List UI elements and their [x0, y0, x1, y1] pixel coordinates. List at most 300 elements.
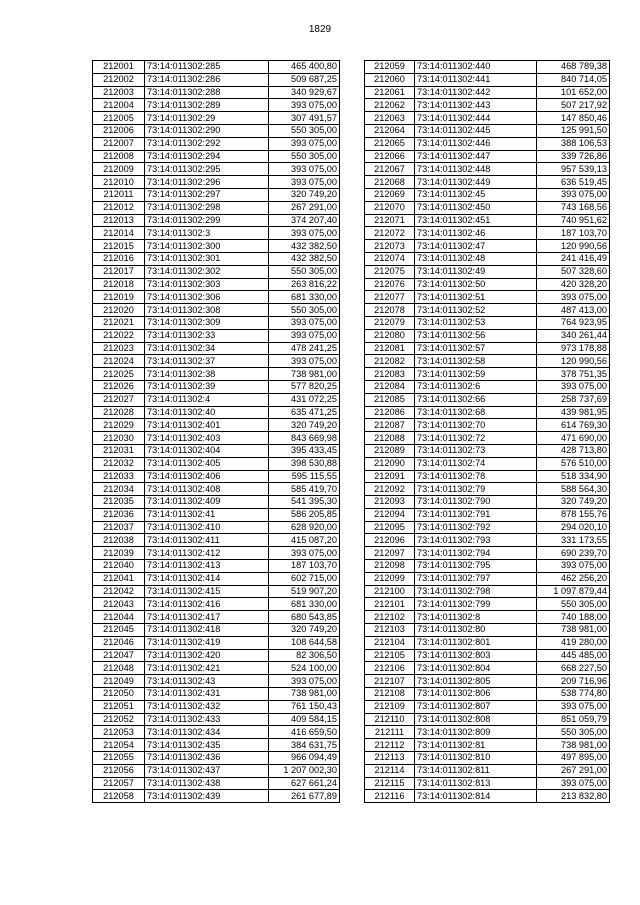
cadastral-value-cell: 320 749,20	[269, 624, 340, 637]
cadastral-number-cell: 73:14:011302:306	[145, 291, 269, 304]
cadastral-value-cell: 478 241,25	[269, 342, 340, 355]
cadastral-number-cell: 73:14:011302:434	[145, 726, 269, 739]
table-row	[93, 112, 340, 125]
table-row	[365, 636, 610, 649]
table-row	[93, 752, 340, 765]
left-register-table	[92, 60, 340, 803]
record-number-cell: 212111	[365, 726, 415, 739]
record-number-cell: 212055	[93, 752, 145, 765]
cadastral-number-cell: 73:14:011302:436	[145, 752, 269, 765]
cadastral-number-cell: 73:14:011302:300	[145, 240, 269, 253]
record-number-cell: 212014	[93, 227, 145, 240]
cadastral-number-cell: 73:14:011302:792	[415, 521, 537, 534]
cadastral-value-cell: 614 769,30	[537, 419, 610, 432]
cadastral-value-cell: 393 075,00	[269, 176, 340, 189]
table-row	[93, 163, 340, 176]
cadastral-number-cell: 73:14:011302:435	[145, 739, 269, 752]
cadastral-number-cell: 73:14:011302:406	[145, 470, 269, 483]
record-number-cell: 212019	[93, 291, 145, 304]
table-row	[365, 444, 610, 457]
table-row	[93, 598, 340, 611]
record-number-cell: 212098	[365, 560, 415, 573]
cadastral-value-cell: 445 485,00	[537, 649, 610, 662]
cadastral-number-cell: 73:14:011302:810	[415, 752, 537, 765]
cadastral-number-cell: 73:14:011302:303	[145, 278, 269, 291]
record-number-cell: 212086	[365, 406, 415, 419]
table-row	[93, 636, 340, 649]
table-row	[365, 201, 610, 214]
table-row	[93, 316, 340, 329]
table-row	[365, 726, 610, 739]
cadastral-value-cell: 420 328,20	[537, 278, 610, 291]
record-number-cell: 212016	[93, 252, 145, 265]
cadastral-value-cell: 586 205,85	[269, 508, 340, 521]
table-row	[93, 444, 340, 457]
record-number-cell: 212078	[365, 304, 415, 317]
record-number-cell: 212028	[93, 406, 145, 419]
table-row	[365, 214, 610, 227]
cadastral-value-cell: 120 990,56	[537, 240, 610, 253]
cadastral-number-cell: 73:14:011302:39	[145, 380, 269, 393]
cadastral-number-cell: 73:14:011302:410	[145, 521, 269, 534]
table-row	[365, 483, 610, 496]
record-number-cell: 212037	[93, 521, 145, 534]
record-number-cell: 212112	[365, 739, 415, 752]
cadastral-number-cell: 73:14:011302:290	[145, 124, 269, 137]
cadastral-value-cell: 595 115,55	[269, 470, 340, 483]
cadastral-number-cell: 73:14:011302:299	[145, 214, 269, 227]
cadastral-number-cell: 73:14:011302:73	[415, 444, 537, 457]
table-row	[365, 329, 610, 342]
cadastral-value-cell: 393 075,00	[269, 227, 340, 240]
cadastral-value-cell: 393 075,00	[269, 675, 340, 688]
record-number-cell: 212069	[365, 188, 415, 201]
table-row	[93, 521, 340, 534]
table-row	[93, 176, 340, 189]
table-row	[93, 508, 340, 521]
table-row	[365, 764, 610, 777]
record-number-cell: 212062	[365, 99, 415, 112]
record-number-cell: 212091	[365, 470, 415, 483]
cadastral-number-cell: 73:14:011302:78	[415, 470, 537, 483]
cadastral-number-cell: 73:14:011302:793	[415, 534, 537, 547]
cadastral-number-cell: 73:14:011302:418	[145, 624, 269, 637]
table-row	[365, 188, 610, 201]
cadastral-number-cell: 73:14:011302:798	[415, 585, 537, 598]
cadastral-number-cell: 73:14:011302:57	[415, 342, 537, 355]
cadastral-number-cell: 73:14:011302:797	[415, 572, 537, 585]
record-number-cell: 212036	[93, 508, 145, 521]
cadastral-value-cell: 602 715,00	[269, 572, 340, 585]
record-number-cell: 212095	[365, 521, 415, 534]
table-row	[365, 176, 610, 189]
cadastral-value-cell: 628 920,00	[269, 521, 340, 534]
table-row	[93, 572, 340, 585]
cadastral-number-cell: 73:14:011302:47	[415, 240, 537, 253]
cadastral-value-cell: 740 951,62	[537, 214, 610, 227]
cadastral-number-cell: 73:14:011302:413	[145, 560, 269, 573]
cadastral-number-cell: 73:14:011302:446	[415, 137, 537, 150]
record-number-cell: 212092	[365, 483, 415, 496]
cadastral-number-cell: 73:14:011302:401	[145, 419, 269, 432]
cadastral-number-cell: 73:14:011302:301	[145, 252, 269, 265]
record-number-cell: 212015	[93, 240, 145, 253]
cadastral-value-cell: 668 227,50	[537, 662, 610, 675]
cadastral-number-cell: 73:14:011302:440	[415, 61, 537, 74]
cadastral-value-cell: 524 100,00	[269, 662, 340, 675]
record-number-cell: 212029	[93, 419, 145, 432]
record-number-cell: 212024	[93, 355, 145, 368]
record-number-cell: 212025	[93, 368, 145, 381]
cadastral-number-cell: 73:14:011302:432	[145, 700, 269, 713]
table-row	[93, 624, 340, 637]
record-number-cell: 212067	[365, 163, 415, 176]
table-row	[365, 611, 610, 624]
table-row	[365, 163, 610, 176]
table-row	[365, 393, 610, 406]
left-register-body	[93, 61, 340, 803]
cadastral-value-cell: 471 690,00	[537, 432, 610, 445]
record-number-cell: 212099	[365, 572, 415, 585]
table-row	[365, 713, 610, 726]
record-number-cell: 212116	[365, 790, 415, 803]
cadastral-value-cell: 636 519,45	[537, 176, 610, 189]
cadastral-value-cell: 320 749,20	[269, 419, 340, 432]
record-number-cell: 212034	[93, 483, 145, 496]
record-number-cell: 212060	[365, 73, 415, 86]
record-number-cell: 212077	[365, 291, 415, 304]
record-number-cell: 212054	[93, 739, 145, 752]
cadastral-value-cell: 1 097 879,44	[537, 585, 610, 598]
table-row	[93, 124, 340, 137]
table-row	[93, 688, 340, 701]
cadastral-value-cell: 588 564,30	[537, 483, 610, 496]
cadastral-value-cell: 743 168,56	[537, 201, 610, 214]
cadastral-number-cell: 73:14:011302:804	[415, 662, 537, 675]
cadastral-number-cell: 73:14:011302:808	[415, 713, 537, 726]
cadastral-value-cell: 393 075,00	[269, 355, 340, 368]
table-row	[93, 790, 340, 803]
table-row	[365, 304, 610, 317]
table-row	[365, 419, 610, 432]
cadastral-value-cell: 416 659,50	[269, 726, 340, 739]
record-number-cell: 212063	[365, 112, 415, 125]
cadastral-number-cell: 73:14:011302:814	[415, 790, 537, 803]
cadastral-value-cell: 415 087,20	[269, 534, 340, 547]
table-row	[365, 534, 610, 547]
cadastral-number-cell: 73:14:011302:309	[145, 316, 269, 329]
cadastral-value-cell: 393 075,00	[537, 560, 610, 573]
cadastral-value-cell: 393 075,00	[537, 380, 610, 393]
record-number-cell: 212031	[93, 444, 145, 457]
record-number-cell: 212083	[365, 368, 415, 381]
record-number-cell: 212106	[365, 662, 415, 675]
table-row	[365, 252, 610, 265]
record-number-cell: 212101	[365, 598, 415, 611]
record-number-cell: 212057	[93, 777, 145, 790]
cadastral-value-cell: 261 677,89	[269, 790, 340, 803]
record-number-cell: 212046	[93, 636, 145, 649]
cadastral-value-cell: 307 491,57	[269, 112, 340, 125]
cadastral-number-cell: 73:14:011302:38	[145, 368, 269, 381]
cadastral-number-cell: 73:14:011302:412	[145, 547, 269, 560]
cadastral-number-cell: 73:14:011302:809	[415, 726, 537, 739]
cadastral-value-cell: 393 075,00	[269, 316, 340, 329]
table-row	[365, 560, 610, 573]
cadastral-value-cell: 294 020,10	[537, 521, 610, 534]
cadastral-number-cell: 73:14:011302:807	[415, 700, 537, 713]
table-row	[93, 432, 340, 445]
table-row	[93, 560, 340, 573]
cadastral-number-cell: 73:14:011302:80	[415, 624, 537, 637]
table-row	[365, 124, 610, 137]
cadastral-value-cell: 419 280,00	[537, 636, 610, 649]
cadastral-number-cell: 73:14:011302:51	[415, 291, 537, 304]
record-number-cell: 212114	[365, 764, 415, 777]
cadastral-number-cell: 73:14:011302:405	[145, 457, 269, 470]
cadastral-value-cell: 398 530,88	[269, 457, 340, 470]
table-row	[93, 86, 340, 99]
cadastral-value-cell: 519 907,20	[269, 585, 340, 598]
table-row	[365, 598, 610, 611]
record-number-cell: 212002	[93, 73, 145, 86]
cadastral-number-cell: 73:14:011302:415	[145, 585, 269, 598]
record-number-cell: 212073	[365, 240, 415, 253]
cadastral-value-cell: 393 075,00	[537, 777, 610, 790]
record-number-cell: 212048	[93, 662, 145, 675]
cadastral-value-cell: 108 644,58	[269, 636, 340, 649]
cadastral-value-cell: 320 749,20	[537, 496, 610, 509]
table-row	[365, 380, 610, 393]
cadastral-number-cell: 73:14:011302:439	[145, 790, 269, 803]
cadastral-number-cell: 73:14:011302:404	[145, 444, 269, 457]
record-number-cell: 212047	[93, 649, 145, 662]
record-number-cell: 212074	[365, 252, 415, 265]
table-row	[365, 355, 610, 368]
cadastral-number-cell: 73:14:011302:68	[415, 406, 537, 419]
record-number-cell: 212075	[365, 265, 415, 278]
cadastral-number-cell: 73:14:011302:447	[415, 150, 537, 163]
cadastral-number-cell: 73:14:011302:419	[145, 636, 269, 649]
table-row	[93, 764, 340, 777]
cadastral-number-cell: 73:14:011302:59	[415, 368, 537, 381]
cadastral-number-cell: 73:14:011302:443	[415, 99, 537, 112]
table-row	[365, 316, 610, 329]
record-number-cell: 212107	[365, 675, 415, 688]
cadastral-number-cell: 73:14:011302:6	[415, 380, 537, 393]
cadastral-number-cell: 73:14:011302:81	[415, 739, 537, 752]
cadastral-number-cell: 73:14:011302:37	[145, 355, 269, 368]
cadastral-value-cell: 393 075,00	[269, 137, 340, 150]
table-row	[93, 496, 340, 509]
record-number-cell: 212061	[365, 86, 415, 99]
table-row	[93, 227, 340, 240]
page-number: 1829	[308, 24, 332, 35]
record-number-cell: 212065	[365, 137, 415, 150]
record-number-cell: 212023	[93, 342, 145, 355]
cadastral-value-cell: 432 382,50	[269, 240, 340, 253]
table-row	[365, 470, 610, 483]
table-row	[93, 700, 340, 713]
cadastral-value-cell: 576 510,00	[537, 457, 610, 470]
cadastral-value-cell: 541 395,30	[269, 496, 340, 509]
cadastral-number-cell: 73:14:011302:50	[415, 278, 537, 291]
record-number-cell: 212081	[365, 342, 415, 355]
table-row	[93, 483, 340, 496]
cadastral-number-cell: 73:14:011302:411	[145, 534, 269, 547]
cadastral-value-cell: 213 832,80	[537, 790, 610, 803]
cadastral-value-cell: 393 075,00	[537, 188, 610, 201]
cadastral-number-cell: 73:14:011302:438	[145, 777, 269, 790]
cadastral-value-cell: 340 261,44	[537, 329, 610, 342]
table-row	[365, 406, 610, 419]
record-number-cell: 212103	[365, 624, 415, 637]
cadastral-value-cell: 538 774,80	[537, 688, 610, 701]
cadastral-value-cell: 393 075,00	[269, 329, 340, 342]
record-number-cell: 212087	[365, 419, 415, 432]
table-row	[365, 777, 610, 790]
table-row	[93, 662, 340, 675]
cadastral-value-cell: 577 820,25	[269, 380, 340, 393]
table-row	[93, 342, 340, 355]
cadastral-value-cell: 393 075,00	[269, 163, 340, 176]
table-row	[365, 227, 610, 240]
table-row	[93, 585, 340, 598]
record-number-cell: 212043	[93, 598, 145, 611]
record-number-cell: 212105	[365, 649, 415, 662]
table-row	[365, 790, 610, 803]
table-row	[93, 291, 340, 304]
cadastral-value-cell: 690 239,70	[537, 547, 610, 560]
record-number-cell: 212070	[365, 201, 415, 214]
record-number-cell: 212039	[93, 547, 145, 560]
cadastral-number-cell: 73:14:011302:53	[415, 316, 537, 329]
table-row	[365, 86, 610, 99]
record-number-cell: 212096	[365, 534, 415, 547]
cadastral-number-cell: 73:14:011302:308	[145, 304, 269, 317]
record-number-cell: 212068	[365, 176, 415, 189]
cadastral-number-cell: 73:14:011302:29	[145, 112, 269, 125]
record-number-cell: 212001	[93, 61, 145, 74]
cadastral-number-cell: 73:14:011302:795	[415, 560, 537, 573]
cadastral-value-cell: 465 400,80	[269, 61, 340, 74]
cadastral-number-cell: 73:14:011302:66	[415, 393, 537, 406]
table-row	[93, 188, 340, 201]
cadastral-value-cell: 843 669,98	[269, 432, 340, 445]
cadastral-value-cell: 340 929,67	[269, 86, 340, 99]
record-number-cell: 212044	[93, 611, 145, 624]
table-row	[365, 240, 610, 253]
cadastral-value-cell: 1 207 002,30	[269, 764, 340, 777]
cadastral-value-cell: 764 923,95	[537, 316, 610, 329]
record-number-cell: 212049	[93, 675, 145, 688]
cadastral-number-cell: 73:14:011302:433	[145, 713, 269, 726]
cadastral-value-cell: 738 981,00	[269, 368, 340, 381]
cadastral-number-cell: 73:14:011302:445	[415, 124, 537, 137]
cadastral-value-cell: 550 305,00	[269, 265, 340, 278]
cadastral-value-cell: 681 330,00	[269, 291, 340, 304]
cadastral-value-cell: 267 291,00	[537, 764, 610, 777]
table-row	[93, 457, 340, 470]
cadastral-value-cell: 125 991,50	[537, 124, 610, 137]
record-number-cell: 212033	[93, 470, 145, 483]
cadastral-value-cell: 507 217,92	[537, 99, 610, 112]
cadastral-number-cell: 73:14:011302:302	[145, 265, 269, 278]
cadastral-value-cell: 393 075,00	[269, 547, 340, 560]
cadastral-number-cell: 73:14:011302:56	[415, 329, 537, 342]
cadastral-value-cell: 187 103,70	[537, 227, 610, 240]
cadastral-value-cell: 258 737,69	[537, 393, 610, 406]
record-number-cell: 212113	[365, 752, 415, 765]
record-number-cell: 212010	[93, 176, 145, 189]
cadastral-number-cell: 73:14:011302:811	[415, 764, 537, 777]
table-row	[365, 508, 610, 521]
table-row	[365, 61, 610, 74]
record-number-cell: 212082	[365, 355, 415, 368]
cadastral-value-cell: 738 981,00	[269, 688, 340, 701]
cadastral-value-cell: 147 850,46	[537, 112, 610, 125]
cadastral-number-cell: 73:14:011302:451	[415, 214, 537, 227]
record-number-cell: 212008	[93, 150, 145, 163]
record-number-cell: 212084	[365, 380, 415, 393]
cadastral-value-cell: 241 416,49	[537, 252, 610, 265]
cadastral-value-cell: 681 330,00	[269, 598, 340, 611]
cadastral-number-cell: 73:14:011302:801	[415, 636, 537, 649]
record-number-cell: 212009	[93, 163, 145, 176]
record-number-cell: 212027	[93, 393, 145, 406]
table-row	[93, 470, 340, 483]
cadastral-number-cell: 73:14:011302:408	[145, 483, 269, 496]
record-number-cell: 212042	[93, 585, 145, 598]
cadastral-value-cell: 393 075,00	[537, 700, 610, 713]
record-number-cell: 212022	[93, 329, 145, 342]
record-number-cell: 212004	[93, 99, 145, 112]
record-number-cell: 212021	[93, 316, 145, 329]
table-row	[365, 457, 610, 470]
record-number-cell: 212108	[365, 688, 415, 701]
table-row	[93, 99, 340, 112]
table-row	[93, 726, 340, 739]
record-number-cell: 212005	[93, 112, 145, 125]
record-number-cell: 212072	[365, 227, 415, 240]
record-number-cell: 212056	[93, 764, 145, 777]
table-row	[365, 368, 610, 381]
table-row	[93, 675, 340, 688]
cadastral-value-cell: 585 419,70	[269, 483, 340, 496]
table-row	[93, 419, 340, 432]
record-number-cell: 212032	[93, 457, 145, 470]
cadastral-number-cell: 73:14:011302:790	[415, 496, 537, 509]
cadastral-value-cell: 509 687,25	[269, 73, 340, 86]
cadastral-number-cell: 73:14:011302:450	[415, 201, 537, 214]
table-row	[93, 73, 340, 86]
cadastral-value-cell: 374 207,40	[269, 214, 340, 227]
table-row	[93, 329, 340, 342]
cadastral-value-cell: 462 256,20	[537, 572, 610, 585]
cadastral-value-cell: 468 789,38	[537, 61, 610, 74]
cadastral-value-cell: 331 173,55	[537, 534, 610, 547]
record-number-cell: 212006	[93, 124, 145, 137]
cadastral-value-cell: 635 471,25	[269, 406, 340, 419]
cadastral-number-cell: 73:14:011302:803	[415, 649, 537, 662]
cadastral-value-cell: 973 178,88	[537, 342, 610, 355]
record-number-cell: 212053	[93, 726, 145, 739]
cadastral-number-cell: 73:14:011302:448	[415, 163, 537, 176]
table-row	[93, 393, 340, 406]
cadastral-number-cell: 73:14:011302:45	[415, 188, 537, 201]
cadastral-value-cell: 851 059,79	[537, 713, 610, 726]
cadastral-value-cell: 518 334,90	[537, 470, 610, 483]
